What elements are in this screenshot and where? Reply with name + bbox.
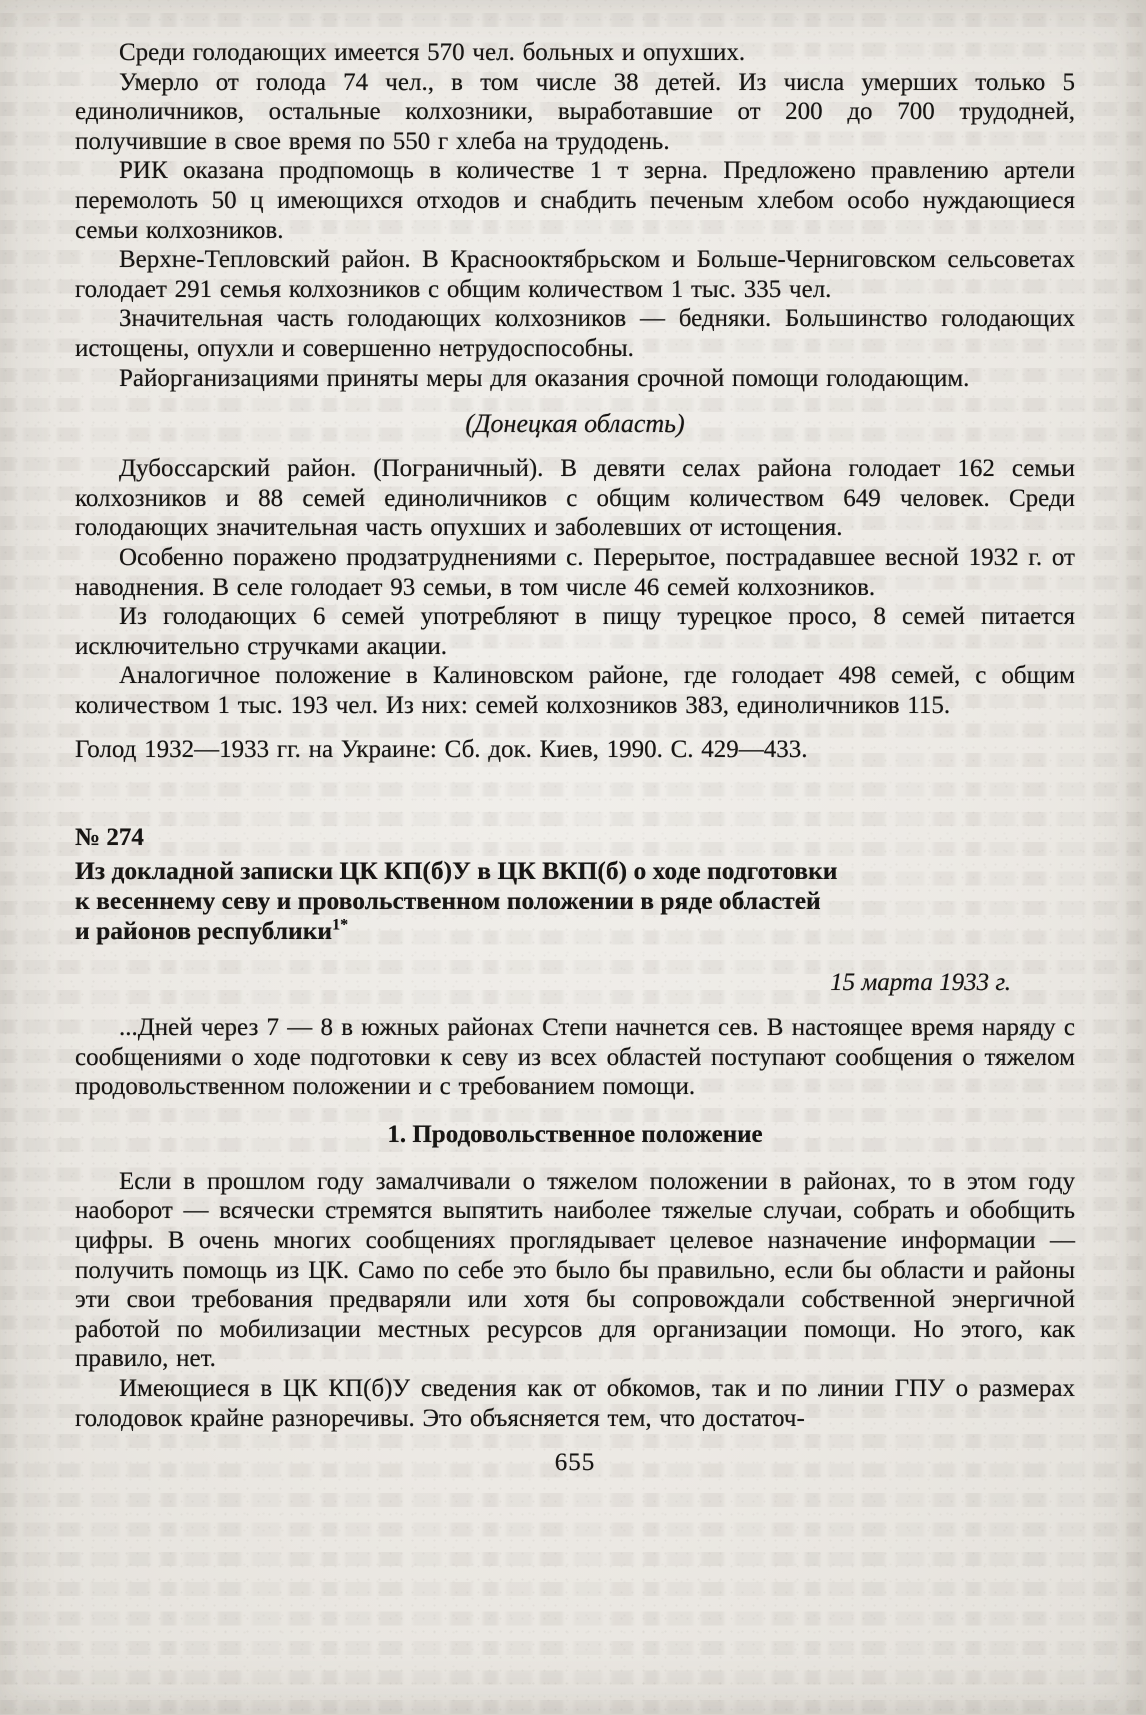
paragraph: Из голодающих 6 семей употребляют в пищу турецкое просо, 8 семей питается исключительно стручками акации.	[75, 603, 1075, 660]
source-citation: Голод 1932—1933 гг. на Украине: Сб. док. Киев, 1990. С. 429—433.	[75, 736, 808, 764]
section-heading: 1. Продовольственное положение	[387, 1120, 763, 1148]
paragraph: Если в прошлом году замалчивали о тяжелом положении в районах, то в этом году наоборот — всячески стремятся выпятить наиболее тяжелые случаи, собрать и обобщить цифры. В очень многих сообщениях проглядывает целевое назначение информации — получить помощь из ЦК. Само по себе это было бы правильно, если бы области и районы эти свои требования предваряли или хотя бы сопровождали собственной энергичной работой по мобилизации местных ресурсов для организации помощи. Но этого, как правило, нет.	[75, 1167, 1075, 1373]
paragraph: Имеющиеся в ЦК КП(б)У сведения как от обкомов, так и по линии ГПУ о размерах голодовок крайне разноречивы. Это объясняется тем, что достаточ-	[75, 1375, 1075, 1432]
paragraph: Значительная часть голодающих колхозников — бедняки. Большинство голодающих истощены, опухли и совершенно нетрудоспособны.	[75, 305, 1075, 362]
page-content	[75, 38, 1075, 1477]
document-title-line	[75, 916, 1075, 946]
document-title-line: к весеннему севу и провольственном положении в ряде областей	[75, 886, 821, 916]
paragraph: Среди голодающих имеется 570 чел. больных и опухших.	[119, 39, 746, 66]
footnote-marker: 1*	[332, 916, 349, 934]
paragraph: РИК оказана продпомощь в количестве 1 т зерна. Предложено правлению артели перемолоть 50 ц имеющихся отходов и снабдить печеным хлебом особо нуждающиеся семьи колхозников.	[75, 157, 1075, 244]
paragraph: Райорганизациями приняты меры для оказания срочной помощи голодающим.	[119, 364, 970, 392]
document-number: № 274	[75, 824, 144, 852]
region-heading: (Донецкая область)	[465, 409, 685, 439]
page-number: 655	[554, 1449, 596, 1477]
lead-paragraph: ...Дней через 7 — 8 в южных районах Степи начнется сев. В настоящее время наряду с сообщениями о ходе подготовки к севу из всех областей поступают сообщения о тяжелом продовольственном положении и с требованием помощи.	[75, 1014, 1075, 1101]
document-date: 15 марта 1933 г.	[830, 969, 1011, 997]
paragraph: Умерло от голода 74 чел., в том числе 38 детей. Из числа умерших только 5 единоличников, остальные колхозники, выработавшие от 200 до 700 трудодней, получившие в свое время по 550 г хлеба на трудодень.	[75, 68, 1075, 155]
document-title-line-text: и районов республики	[75, 916, 333, 946]
document-title-line: Из докладной записки ЦК КП(б)У в ЦК ВКП(б) о ходе подготовки	[75, 856, 838, 886]
paragraph: Особенно поражено продзатруднениями с. Перерытое, пострадавшее весной 1932 г. от наводнения. В селе голодает 93 семьи, в том числе 46 семей колхозников.	[75, 543, 1075, 601]
document-title	[75, 856, 1075, 946]
paragraph: Верхне-Тепловский район. В Краснооктябрьском и Больше-Черниговском сельсоветах голодает 291 семья колхозников с общим количеством 1 тыс. 335 чел.	[75, 246, 1075, 303]
paragraph: Аналогичное положение в Калиновском районе, где голодает 498 семей, с общим количеством 1 тыс. 193 чел. Из них: семей колхозников 383, единоличников 115.	[75, 662, 1075, 719]
paragraph: Дубоссарский район. (Пограничный). В девяти селах района голодает 162 семьи колхозников и 88 семей единоличников с общим количеством 649 человек. Среди голодающих значительная часть опухших и заболевших от истощения.	[75, 455, 1075, 542]
